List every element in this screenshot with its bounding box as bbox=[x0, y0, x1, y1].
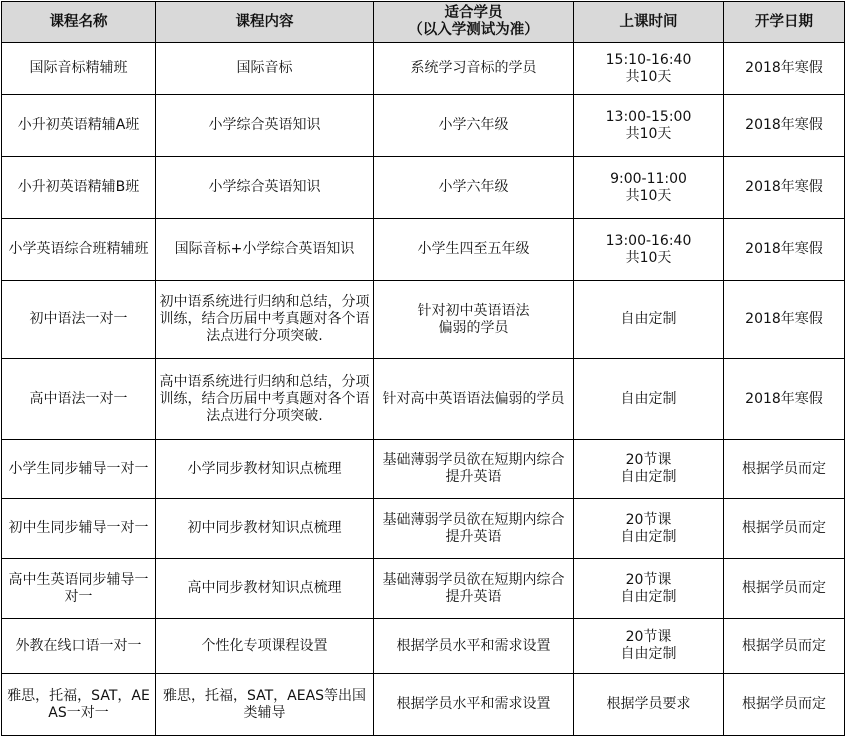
course-name-cell: 初中生同步辅导一对一 bbox=[2, 499, 156, 559]
header-course-name: 课程名称 bbox=[2, 2, 156, 43]
class-time-cell: 自由定制 bbox=[574, 359, 724, 440]
table-row bbox=[2, 359, 845, 440]
course-name-cell: 小升初英语精辅A班 bbox=[2, 95, 156, 157]
start-date-cell: 2018年寒假 bbox=[724, 157, 845, 219]
start-date-cell: 根据学员而定 bbox=[724, 674, 845, 736]
course-content-cell: 国际音标+小学综合英语知识 bbox=[156, 219, 374, 281]
start-date-cell: 根据学员而定 bbox=[724, 619, 845, 674]
target-students-cell: 基础薄弱学员欲在短期内综合提升英语 bbox=[374, 559, 574, 619]
class-time-cell: 13:00-15:00 共10天 bbox=[574, 95, 724, 157]
start-date-cell: 2018年寒假 bbox=[724, 43, 845, 95]
header-target-students: 适合学员 （以入学测试为准） bbox=[374, 2, 574, 43]
start-date-cell: 2018年寒假 bbox=[724, 219, 845, 281]
start-date-cell: 2018年寒假 bbox=[724, 95, 845, 157]
table-row bbox=[2, 43, 845, 95]
target-students-cell: 根据学员水平和需求设置 bbox=[374, 674, 574, 736]
table-row bbox=[2, 219, 845, 281]
header-course-content: 课程内容 bbox=[156, 2, 374, 43]
class-time-cell: 自由定制 bbox=[574, 281, 724, 359]
course-content-cell: 小学同步教材知识点梳理 bbox=[156, 440, 374, 499]
course-content-cell: 雅思，托福，SAT，AEAS等出国类辅导 bbox=[156, 674, 374, 736]
class-time-cell: 20节课 自由定制 bbox=[574, 559, 724, 619]
course-name-cell: 初中语法一对一 bbox=[2, 281, 156, 359]
target-students-cell: 根据学员水平和需求设置 bbox=[374, 619, 574, 674]
course-name-cell: 小学生同步辅导一对一 bbox=[2, 440, 156, 499]
target-students-cell: 系统学习音标的学员 bbox=[374, 43, 574, 95]
course-name-cell: 国际音标精辅班 bbox=[2, 43, 156, 95]
start-date-cell: 根据学员而定 bbox=[724, 440, 845, 499]
class-time-cell: 9:00-11:00 共10天 bbox=[574, 157, 724, 219]
table-row bbox=[2, 440, 845, 499]
table-row bbox=[2, 95, 845, 157]
start-date-cell: 2018年寒假 bbox=[724, 281, 845, 359]
class-time-cell: 20节课 自由定制 bbox=[574, 440, 724, 499]
class-time-cell: 13:00-16:40 共10天 bbox=[574, 219, 724, 281]
class-time-cell: 20节课 自由定制 bbox=[574, 619, 724, 674]
target-students-cell: 针对高中英语语法偏弱的学员 bbox=[374, 359, 574, 440]
course-name-cell: 高中生英语同步辅导一对一 bbox=[2, 559, 156, 619]
table-row bbox=[2, 157, 845, 219]
course-name-cell: 雅思，托福，SAT，AEAS一对一 bbox=[2, 674, 156, 736]
target-students-cell: 小学六年级 bbox=[374, 95, 574, 157]
class-time-cell: 根据学员要求 bbox=[574, 674, 724, 736]
course-content-cell: 个性化专项课程设置 bbox=[156, 619, 374, 674]
start-date-cell: 根据学员而定 bbox=[724, 559, 845, 619]
start-date-cell: 2018年寒假 bbox=[724, 359, 845, 440]
course-content-cell: 高中同步教材知识点梳理 bbox=[156, 559, 374, 619]
course-name-cell: 小学英语综合班精辅班 bbox=[2, 219, 156, 281]
table-header-row bbox=[2, 2, 845, 43]
class-time-cell: 15:10-16:40 共10天 bbox=[574, 43, 724, 95]
table-row bbox=[2, 559, 845, 619]
course-content-cell: 国际音标 bbox=[156, 43, 374, 95]
target-students-cell: 基础薄弱学员欲在短期内综合提升英语 bbox=[374, 440, 574, 499]
class-time-cell: 20节课 自由定制 bbox=[574, 499, 724, 559]
course-table bbox=[1, 1, 845, 736]
course-content-cell: 初中同步教材知识点梳理 bbox=[156, 499, 374, 559]
target-students-cell: 小学生四至五年级 bbox=[374, 219, 574, 281]
target-students-cell: 小学六年级 bbox=[374, 157, 574, 219]
start-date-cell: 根据学员而定 bbox=[724, 499, 845, 559]
course-content-cell: 初中语系统进行归纳和总结，分项训练，结合历届中考真题对各个语法点进行分项突破. bbox=[156, 281, 374, 359]
table-row bbox=[2, 619, 845, 674]
course-content-cell: 高中语系统进行归纳和总结，分项训练，结合历届中考真题对各个语法点进行分项突破. bbox=[156, 359, 374, 440]
course-name-cell: 小升初英语精辅B班 bbox=[2, 157, 156, 219]
course-name-cell: 高中语法一对一 bbox=[2, 359, 156, 440]
course-name-cell: 外教在线口语一对一 bbox=[2, 619, 156, 674]
course-content-cell: 小学综合英语知识 bbox=[156, 157, 374, 219]
table-row bbox=[2, 499, 845, 559]
target-students-cell: 基础薄弱学员欲在短期内综合提升英语 bbox=[374, 499, 574, 559]
course-content-cell: 小学综合英语知识 bbox=[156, 95, 374, 157]
header-start-date: 开学日期 bbox=[724, 2, 845, 43]
table-row bbox=[2, 674, 845, 736]
target-students-cell: 针对初中英语语法 偏弱的学员 bbox=[374, 281, 574, 359]
header-class-time: 上课时间 bbox=[574, 2, 724, 43]
table-row bbox=[2, 281, 845, 359]
